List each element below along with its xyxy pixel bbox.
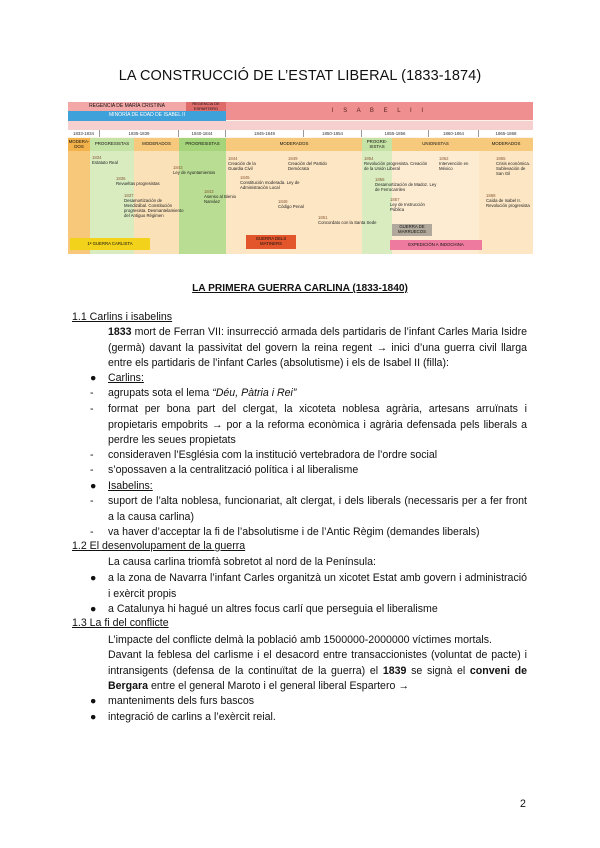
- list-item: manteniments dels furs bascos: [108, 695, 255, 707]
- year-label: 1860-1864: [429, 130, 479, 137]
- bullet-dot: ●: [90, 603, 97, 615]
- phase-label: PROGRESISTAS: [90, 138, 134, 151]
- timeline-event: 1851 Concordato con la Santa Sede: [318, 215, 377, 225]
- indochina-tag: EXPEDICIÓN A INDOCHINA: [390, 240, 482, 250]
- dash-marker: -: [90, 403, 94, 415]
- timeline-event: 1865 Crisis económica. Sublevación de San Gil: [496, 156, 530, 176]
- phase-label: PROGRESISTAS: [179, 138, 226, 151]
- timeline-event: 1849 Creación del Partido Demócrata: [288, 156, 327, 171]
- timeline-event: 1854 Revolución progresista. Creación de la Unión Liberal: [364, 156, 428, 171]
- timeline-event: 1834 Estatuto Real: [92, 155, 118, 165]
- dash-marker: -: [90, 449, 94, 461]
- year-label: 1850-1854: [304, 130, 362, 137]
- year-label: 1865-1868: [479, 130, 533, 137]
- list-item: agrupats sota el lema “Déu, Pàtria i Rei”: [108, 387, 297, 399]
- timeline-event: 1843 Asenso al Bienio Narváez: [204, 189, 237, 204]
- year-label: 1835-1839: [100, 130, 179, 137]
- phase-label: MODERADOS: [134, 138, 179, 151]
- africa-war-tag: GUERRA DE MARRUECOS: [392, 224, 432, 236]
- carlist-war-tag: 1ª GUERRA CARLISTA: [70, 238, 150, 250]
- list-item: integració de carlins a l’exèrcit reial.: [108, 711, 276, 723]
- paragraph: Davant la feblesa del carlisme i el desacord entre transaccionistes (voluntat de pacte) i intransigents (defensa de la continuïtat de la guerra) el 1839 se signà el conveni de Bergara entre el general Maroto i el general liberal Espartero →: [108, 649, 527, 692]
- dash-marker: -: [90, 526, 94, 538]
- phase-label: MODERA-DOS: [68, 138, 90, 151]
- year-label: 1855-1856: [362, 130, 429, 137]
- timeline-event: 1862 Intervención en México: [439, 156, 469, 171]
- paragraph: 1833 mort de Ferran VII: insurrecció armada dels partidaris de l’infant Carles Maria Isidre (germà) davant la passivitat del govern la reina regent → inici d’una guerra civil llarga entre els partidaris de l’infant Carles (absolutisme) i els de Isabel II (filla):: [108, 326, 527, 369]
- isabelins-heading: Isabelins:: [108, 480, 153, 492]
- list-item: suport de l’alta noblesa, funcionariat, alt clergat, i dels liberals (necessaris per a fer front a la causa carlina): [108, 495, 527, 523]
- subsection-heading: 1.1 Carlins i isabelins: [72, 311, 173, 323]
- bullet-dot: ●: [90, 711, 97, 723]
- bullet-dot: ●: [90, 372, 97, 384]
- list-item: a Catalunya hi hagué un altres focus carlí que perseguia el liberalisme: [108, 603, 438, 615]
- minority-band: MINORÍA DE EDAD DE ISABEL II: [68, 111, 226, 121]
- year-label: 1845-1849: [226, 130, 304, 137]
- regency-maria-cristina-band: REGENCIA DE MARÍA CRISTINA: [68, 102, 186, 111]
- timeline-event: 1855 Desamortización de Madoz. Ley de Ferrocarriles: [375, 177, 437, 192]
- list-item: a la zona de Navarra l’infant Carles organitzà un xicotet Estat amb govern i administració i exèrcit propis: [108, 572, 527, 600]
- timeline-event: 1857 Ley de Instrucción Pública: [390, 197, 425, 212]
- matiners-war-tag: GUERRA DELS MATINERS: [246, 235, 296, 249]
- timeline-event: 1836 Revueltas progresistas: [116, 176, 160, 186]
- paragraph: L’impacte del conflicte delmà la població amb 1500000-2000000 víctimes mortals.: [108, 634, 492, 646]
- isabel-ii-band: I S A B E L I I: [226, 102, 533, 120]
- page-title: LA CONSTRUCCIÓ DE L’ESTAT LIBERAL (1833-1874): [118, 68, 482, 84]
- dash-marker: -: [90, 495, 94, 507]
- band-separator: [68, 121, 533, 130]
- timeline-figure: [68, 102, 533, 254]
- phase-label: PROGRE-SISTAS: [362, 138, 392, 151]
- list-item: s’opossaven a la centralització política i al liberalisme: [108, 464, 359, 476]
- list-item: format per bona part del clergat, la xicoteta noblesa agrària, artesans arruïnats i propietaris empobrits → por a la reforma econòmica i agrària defensada pels liberals a perdre les seues propietats: [108, 403, 527, 446]
- phase-label: MODERADOS: [479, 138, 533, 151]
- phase-column: [68, 138, 90, 254]
- year-label: 1840-1844: [179, 130, 226, 137]
- timeline-event: 1848 Código Penal: [278, 199, 304, 209]
- dash-marker: -: [90, 464, 94, 476]
- section-heading: LA PRIMERA GUERRA CARLINA (1833-1840): [192, 283, 408, 294]
- phase-label: UNIONISTAS: [392, 138, 479, 151]
- regency-espartero-band: REGENCIA DE ESPARTERO: [186, 102, 226, 111]
- timeline-event: 1844 Creación de la Guardia Civil: [228, 156, 256, 171]
- bullet-dot: ●: [90, 572, 97, 584]
- phase-label: MODERADOS: [226, 138, 362, 151]
- page-number: 2: [520, 798, 526, 810]
- list-item: consideraven l’Església com la institució vertebradora de l’ordre social: [108, 449, 438, 461]
- carlins-heading: Carlins:: [108, 372, 144, 384]
- timeline-event: 1837 Desamortización de Mendizábal. Constitución progresista. Desmantelamiento del Antiguo Régimen: [124, 193, 184, 218]
- list-item: va haver d’acceptar la fi de l’absolutisme i de l’Antic Règim (demandes liberals): [108, 526, 480, 538]
- timeline-event: 1843 Ley de Ayuntamientos: [173, 165, 216, 175]
- bullet-dot: ●: [90, 480, 97, 492]
- bullet-dot: ●: [90, 695, 97, 707]
- timeline-event: 1868 Caída de Isabel II. Revolución progresista: [486, 193, 530, 208]
- year-label: 1833-1834: [68, 130, 100, 137]
- subsection-heading: 1.3 La fi del conflicte: [72, 617, 169, 629]
- dash-marker: -: [90, 387, 94, 399]
- phase-column: [392, 138, 479, 254]
- paragraph: La causa carlina triomfà sobretot al nord de la Península:: [108, 556, 376, 568]
- timeline-event: 1845 Constitución moderada. Ley de Administración Local: [240, 175, 300, 190]
- subsection-heading: 1.2 El desenvolupament de la guerra: [72, 540, 246, 552]
